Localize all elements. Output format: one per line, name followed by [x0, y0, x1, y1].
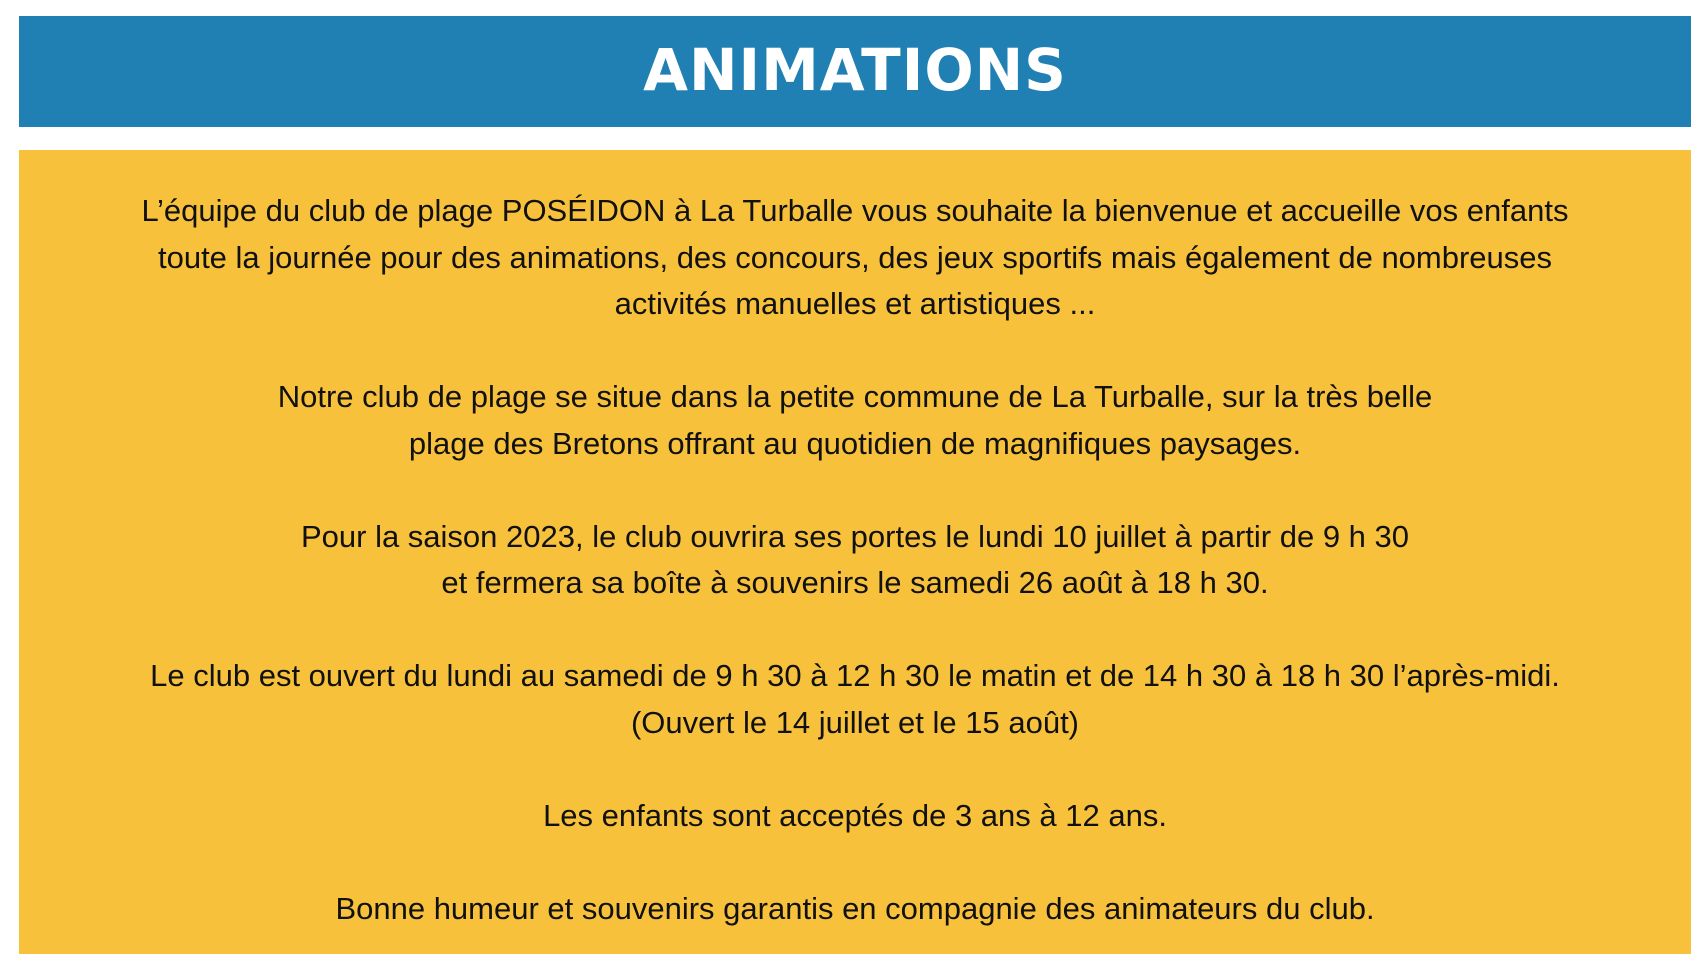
paragraph-line: Notre club de plage se situe dans la petite commune de La Turballe, sur la très belle [277, 379, 1433, 414]
opening-hours-paragraph [19, 653, 1691, 746]
header-banner [19, 16, 1691, 127]
paragraph-line: (Ouvert le 14 juillet et le 15 août) [630, 704, 1080, 740]
paragraph-line: plage des Bretons offrant au quotidien de magnifiques paysages. [408, 425, 1302, 461]
paragraph-line: Le club est ouvert du lundi au samedi de 9 h 30 à 12 h 30 le matin et de 14 h 30 à 18 h 30 l’après-midi. [150, 658, 1560, 693]
paragraph-line: et fermera sa boîte à souvenirs le samedi 26 août à 18 h 30. [441, 565, 1269, 600]
closing-paragraph [19, 886, 1691, 933]
paragraph-line: Les enfants sont acceptés de 3 ans à 12 ans. [543, 797, 1167, 833]
season-dates-paragraph [19, 514, 1691, 607]
info-panel [19, 150, 1691, 954]
paragraph-line: L’équipe du club de plage POSÉIDON à La Turballe vous souhaite la bienvenue et accueille vos enfants [141, 193, 1569, 228]
paragraph-list [19, 188, 1691, 932]
paragraph-line: Pour la saison 2023, le club ouvrira ses portes le lundi 10 juillet à partir de 9 h 30 [300, 518, 1410, 554]
welcome-paragraph [19, 188, 1691, 328]
page-title: ANIMATIONS [643, 35, 1067, 104]
paragraph-line: activités manuelles et artistiques ... [614, 286, 1096, 321]
age-range-paragraph [19, 793, 1691, 840]
paragraph-line: Bonne humeur et souvenirs garantis en compagnie des animateurs du club. [335, 890, 1375, 926]
location-paragraph [19, 374, 1691, 467]
paragraph-line: toute la journée pour des animations, des concours, des jeux sportifs mais également de nombreuses [157, 239, 1553, 275]
